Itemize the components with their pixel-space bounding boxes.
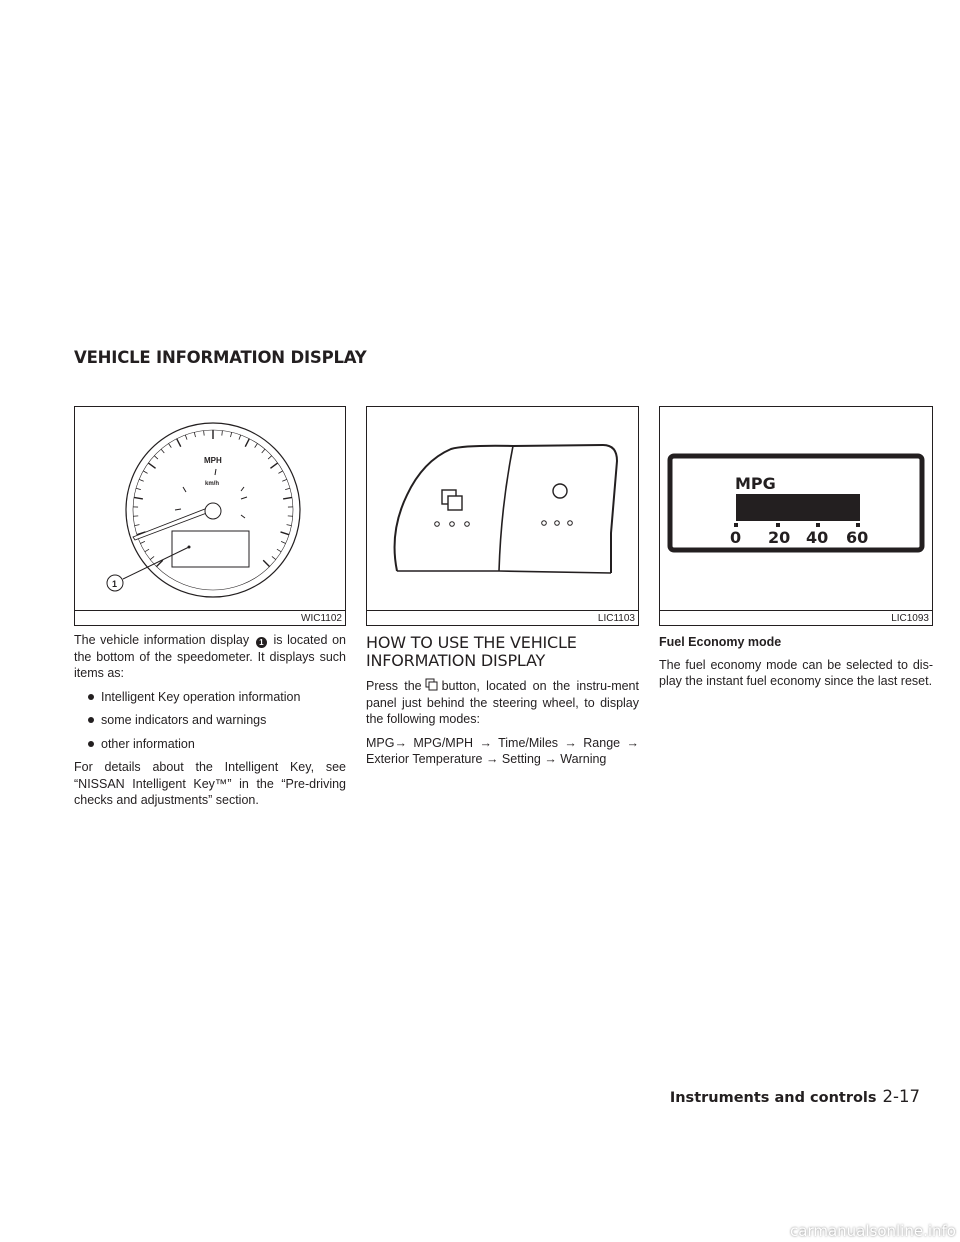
speedometer-tick — [185, 435, 187, 440]
speedometer-tick — [140, 541, 145, 543]
speedometer-tick — [177, 439, 181, 447]
press-paragraph — [366, 678, 639, 728]
speedometer-tick — [277, 549, 281, 552]
speedometer-tick — [270, 463, 277, 468]
speedometer-tick — [281, 541, 286, 543]
speedometer-tick — [268, 456, 272, 459]
speedometer-tick — [245, 439, 249, 447]
figure-code: WIC1102 — [301, 613, 342, 624]
bullet-icon — [88, 741, 94, 747]
speedometer-tick — [278, 471, 282, 473]
column-3 — [659, 632, 933, 697]
callout-1-badge: 1 — [256, 637, 267, 648]
display-button-icon — [425, 678, 439, 691]
press-text-start: Press the — [366, 679, 422, 693]
column-1 — [74, 632, 346, 816]
speedometer-tick — [285, 488, 290, 489]
section-title: VEHICLE INFORMATION DISPLAY — [74, 348, 367, 367]
speedometer-tick — [263, 560, 269, 566]
speedometer-tick — [282, 479, 287, 481]
speedometer-tick — [283, 497, 292, 498]
list-item: Intelligent Key operation information — [74, 689, 346, 706]
intro-paragraph — [74, 632, 346, 682]
speedometer-tick — [272, 556, 276, 559]
scale-60: 60 — [846, 528, 869, 547]
speedometer-tick — [194, 432, 195, 437]
intro-text-end: is located on the bottom of the speedometer. It displays such items as: — [74, 633, 346, 680]
list-item: other information — [74, 736, 346, 753]
page-footer — [670, 1087, 920, 1106]
speedometer-tick — [255, 443, 258, 447]
speedometer-tick — [281, 532, 290, 535]
callout-1: 1 — [112, 579, 118, 589]
speedometer-tick — [143, 471, 147, 473]
speedometer-tick — [148, 463, 155, 468]
speedometer-illustration — [75, 407, 345, 625]
speedometer-tick — [150, 556, 154, 559]
switch-panel-figure — [366, 406, 639, 626]
speedometer-tick — [136, 488, 141, 489]
speedometer-tick — [231, 432, 232, 437]
speedometer-tick — [139, 479, 144, 481]
speedometer-tick — [135, 525, 140, 526]
speedometer-tick — [222, 431, 223, 436]
modes-paragraph: MPG→ MPG/MPH → Time/Miles → Range → Exterior Temperature → Setting → Warning — [366, 735, 639, 766]
item-list — [74, 689, 346, 753]
list-item: some indicators and warnings — [74, 712, 346, 729]
watermark: carmanualsonline.info — [790, 1222, 956, 1240]
speedometer-tick — [169, 443, 172, 447]
scale-20: 20 — [768, 528, 791, 547]
speedometer-tick — [239, 435, 241, 440]
speedometer-tick — [287, 525, 292, 526]
intro-text-start: The vehicle information display — [74, 633, 250, 647]
speedometer-tick — [262, 449, 265, 453]
speedometer-tick — [134, 497, 143, 498]
details-paragraph: For details about the Intelligent Key, see “NISSAN Intelligent Key™” in the “Pre-driving checks and adjustments” section. — [74, 760, 346, 807]
column-2 — [366, 632, 639, 775]
bullet-icon — [88, 694, 94, 700]
speedometer-tick — [161, 449, 164, 453]
speedometer-figure — [74, 406, 346, 626]
figure-code: LIC1093 — [891, 613, 929, 624]
fuel-economy-paragraph: The fuel economy mode can be selected to dis-play the instant fuel economy since the last reset. — [659, 657, 933, 688]
switch-panel-illustration — [367, 407, 638, 625]
mpg-display-figure — [659, 406, 933, 626]
kmh-label: km/h — [205, 481, 220, 487]
press-text-end: button, located on the instru-ment panel just behind the steering wheel, to display the following modes: — [366, 679, 639, 726]
mpg-display-illustration — [660, 407, 932, 625]
mpg-bar — [736, 494, 860, 521]
mph-label: MPH — [204, 456, 222, 465]
speedometer-tick — [204, 431, 205, 436]
figure-code: LIC1103 — [597, 613, 635, 624]
how-to-heading: HOW TO USE THE VEHICLE INFORMATION DISPLAY — [366, 633, 577, 670]
mpg-label: MPG — [735, 474, 776, 493]
speedometer-tick — [154, 456, 158, 459]
page-number: 2-17 — [882, 1087, 920, 1106]
bullet-icon — [88, 717, 94, 723]
scale-40: 40 — [806, 528, 829, 547]
footer-section: Instruments and controls — [669, 1090, 877, 1106]
scale-0: 0 — [730, 528, 742, 547]
speedometer-tick — [145, 549, 149, 552]
fuel-economy-heading: Fuel Economy mode — [659, 635, 782, 649]
